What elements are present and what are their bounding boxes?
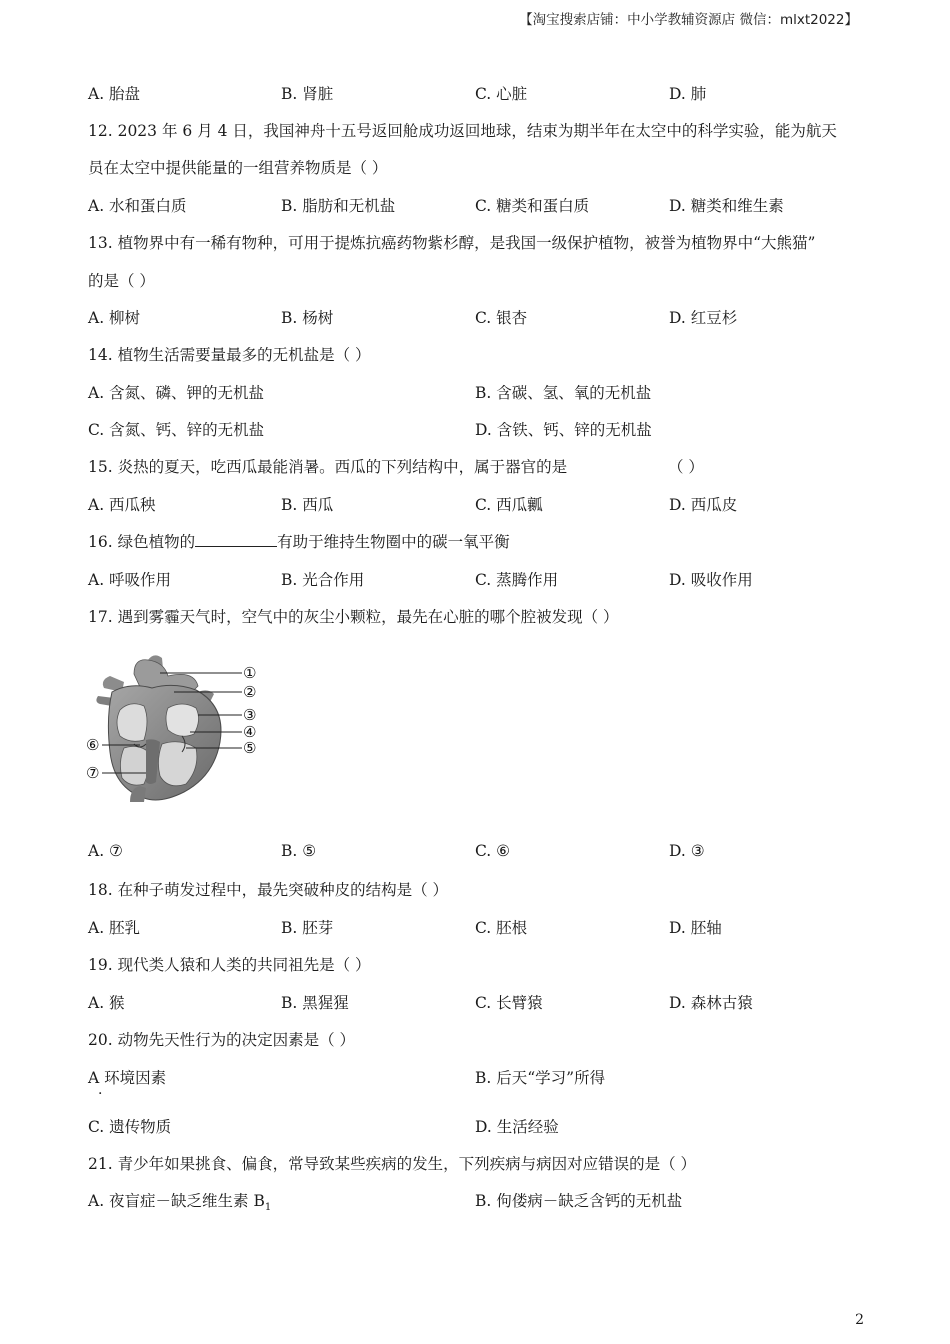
heart-label-1: ① [243, 664, 257, 682]
q16-stem-pre: 16. 绿色植物的 [88, 533, 196, 551]
q17-option-b[interactable]: B. ⑤ [281, 842, 317, 860]
q19-stem: 19. 现代类人猿和人类的共同祖先是（ ） [88, 956, 371, 974]
heart-illustration [96, 655, 221, 802]
page-number: 2 [855, 1312, 864, 1328]
q12-stem-line2: 员在太空中提供能量的一组营养物质是（ ） [88, 159, 388, 177]
q21-option-a[interactable] [88, 1189, 271, 1213]
q12-stem-line1: 12. 2023 年 6 月 4 日，我国神舟十五号返回舱成功返回地球，结束为期半年在太空中的科学实验，能为航天 [88, 122, 837, 140]
heart-label-3: ③ [243, 706, 257, 724]
q21-option-a-text: A. 夜盲症－缺乏维生素 B [88, 1192, 265, 1210]
q13-option-d[interactable]: D. 红豆杉 [669, 309, 738, 327]
q20-option-b[interactable]: B. 后天“学习”所得 [475, 1069, 606, 1087]
q17-option-d[interactable]: D. ③ [669, 842, 705, 860]
q19-option-d[interactable]: D. 森林古猿 [669, 994, 753, 1012]
q13-stem-line1: 13. 植物界中有一稀有物种，可用于提炼抗癌药物紫杉醇，是我国一级保护植物，被誉为植物界中“大熊猫” [88, 234, 816, 252]
q17-stem: 17. 遇到雾霾天气时，空气中的灰尘小颗粒，最先在心脏的哪个腔被发现（ ） [88, 608, 619, 626]
q18-stem: 18. 在种子萌发过程中，最先突破种皮的结构是（ ） [88, 881, 449, 899]
q14-option-a[interactable]: A. 含氮、磷、钾的无机盐 [88, 384, 265, 402]
q16-option-d[interactable]: D. 吸收作用 [669, 571, 753, 589]
q15-answer-paren: （ ） [668, 458, 704, 476]
q13-stem-line2: 的是（ ） [88, 272, 155, 290]
q16-stem-post: 有助于维持生物圈中的碳一氧平衡 [277, 533, 510, 551]
q16-stem [88, 530, 510, 552]
heart-label-6: ⑥ [86, 736, 100, 754]
q15-option-c[interactable]: C. 西瓜瓤 [475, 496, 543, 514]
q16-fill-blank[interactable] [195, 531, 277, 547]
q15-stem: 15. 炎热的夏天，吃西瓜最能消暑。西瓜的下列结构中，属于器官的是 [88, 458, 568, 476]
q20-stem: 20. 动物先天性行为的决定因素是（ ） [88, 1031, 356, 1049]
q12-option-a[interactable]: A. 水和蛋白质 [88, 197, 187, 215]
q11-option-c[interactable]: C. 心脏 [475, 85, 528, 103]
q19-option-a[interactable]: A. 猴 [88, 994, 125, 1012]
heart-label-5: ⑤ [243, 739, 257, 757]
heart-diagram-figure [86, 652, 276, 804]
q18-option-a[interactable]: A. 胚乳 [88, 919, 141, 937]
q21-option-a-subscript: 1 [264, 1202, 272, 1214]
q13-option-a[interactable]: A. 柳树 [88, 309, 141, 327]
q20-option-c[interactable]: C. 遗传物质 [88, 1118, 172, 1136]
q17-option-a[interactable]: A. ⑦ [88, 842, 123, 860]
heart-label-4: ④ [243, 723, 257, 741]
heart-label-7: ⑦ [86, 764, 100, 782]
q18-option-d[interactable]: D. 胚轴 [669, 919, 722, 937]
q11-option-b[interactable]: B. 肾脏 [281, 85, 334, 103]
q12-option-d[interactable]: D. 糖类和维生素 [669, 197, 784, 215]
q20-option-a-dot: · [98, 1086, 103, 1102]
q13-option-b[interactable]: B. 杨树 [281, 309, 334, 327]
q20-option-a[interactable]: A 环境因素 [88, 1069, 167, 1087]
q14-stem: 14. 植物生活需要量最多的无机盐是（ ） [88, 346, 371, 364]
q12-option-b[interactable]: B. 脂肪和无机盐 [281, 197, 396, 215]
heart-label-2: ② [243, 683, 257, 701]
q16-option-a[interactable]: A. 呼吸作用 [88, 571, 172, 589]
q14-option-d[interactable]: D. 含铁、钙、锌的无机盐 [475, 421, 652, 439]
q19-option-c[interactable]: C. 长臂猿 [475, 994, 543, 1012]
q15-option-d[interactable]: D. 西瓜皮 [669, 496, 738, 514]
q18-option-c[interactable]: C. 胚根 [475, 919, 528, 937]
q16-option-c[interactable]: C. 蒸腾作用 [475, 571, 559, 589]
q21-option-b[interactable]: B. 佝偻病－缺乏含钙的无机盐 [475, 1192, 683, 1210]
q18-option-b[interactable]: B. 胚芽 [281, 919, 334, 937]
q17-option-c[interactable]: C. ⑥ [475, 842, 511, 860]
q21-stem: 21. 青少年如果挑食、偏食，常导致某些疾病的发生，下列疾病与病因对应错误的是（ ） [88, 1155, 697, 1173]
q16-option-b[interactable]: B. 光合作用 [281, 571, 365, 589]
q20-option-d[interactable]: D. 生活经验 [475, 1118, 559, 1136]
q13-option-c[interactable]: C. 银杏 [475, 309, 528, 327]
page-header-banner: 【淘宝搜索店铺：中小学教辅资源店 微信：mlxt2022】 [519, 12, 858, 28]
q11-option-d[interactable]: D. 肺 [669, 85, 707, 103]
q11-option-a[interactable]: A. 胎盘 [88, 85, 141, 103]
q19-option-b[interactable]: B. 黑猩猩 [281, 994, 349, 1012]
q15-option-a[interactable]: A. 西瓜秧 [88, 496, 156, 514]
q12-option-c[interactable]: C. 糖类和蛋白质 [475, 197, 590, 215]
q14-option-c[interactable]: C. 含氮、钙、锌的无机盐 [88, 421, 265, 439]
q15-option-b[interactable]: B. 西瓜 [281, 496, 334, 514]
q14-option-b[interactable]: B. 含碳、氢、氧的无机盐 [475, 384, 652, 402]
